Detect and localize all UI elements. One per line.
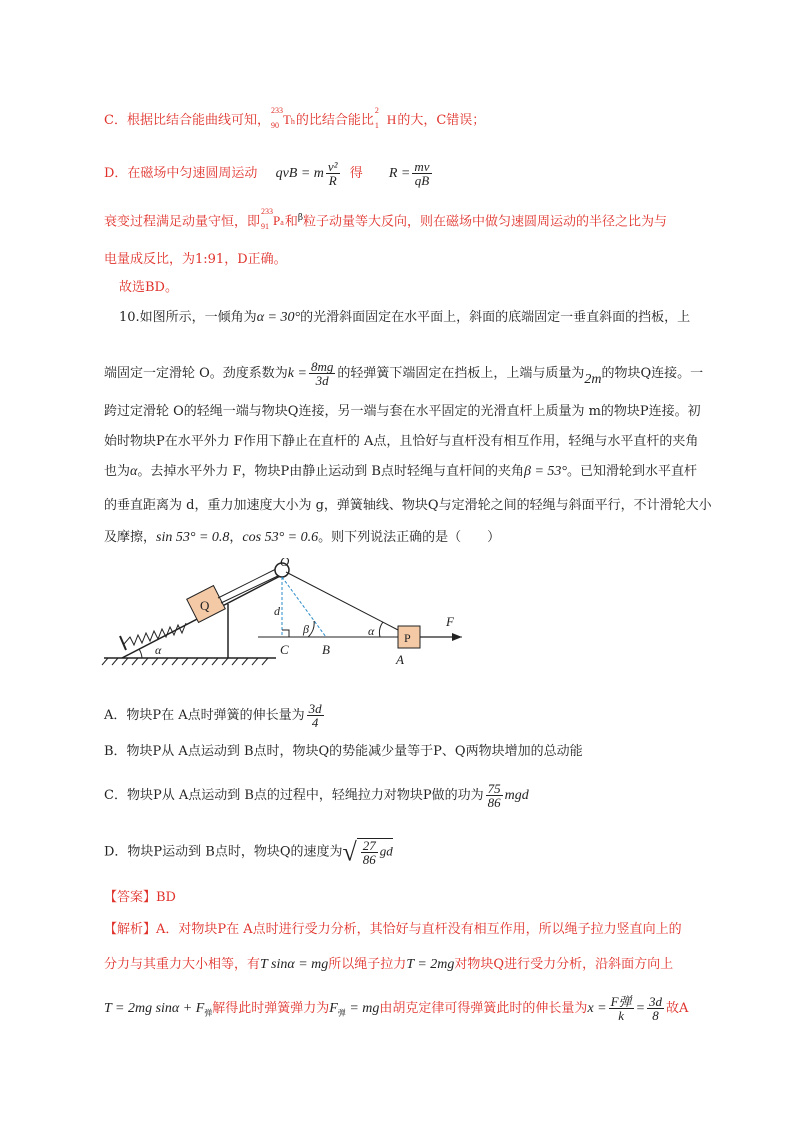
option-d-tail: gd: [379, 843, 393, 859]
equation-lhs: x =: [587, 1001, 607, 1016]
equation-subscript: 弹: [337, 1008, 346, 1018]
analysis-line-3: [104, 995, 688, 1024]
physics-diagram: [100, 558, 480, 668]
fraction-denominator: 86: [362, 852, 376, 867]
equation-lhs: qvB = m: [275, 166, 324, 181]
solution-c-text: C．根据比结合能曲线可知，: [104, 113, 270, 128]
label-c: C: [280, 642, 289, 657]
nuclide-charge: 1: [374, 121, 379, 130]
q10-line-6: 的垂直距离为 d，重力加速度大小为 g，弹簧轴线、物块Q与定滑轮之间的轻绳与斜面平行，不计滑轮大小: [104, 498, 712, 513]
option-b: B．物块P从 A点运动到 B点时，物块Q的势能减少量等于P、Q两物块增加的总动能: [104, 744, 583, 759]
label-b: B: [322, 642, 330, 657]
equation-lorentz: [275, 159, 342, 188]
fraction-numerator: mv: [414, 159, 430, 174]
beta-symbol: β: [297, 213, 304, 223]
label-beta: β: [303, 622, 309, 636]
equation-force-balance: T = 2mg sinα + F: [104, 1001, 205, 1016]
q10-text: 的物块Q连接。一: [601, 366, 704, 381]
equation-t: T = 2mg: [406, 957, 455, 972]
fraction-denominator: k: [618, 1008, 624, 1023]
fraction-denominator: qB: [414, 173, 430, 188]
fraction: [486, 782, 503, 809]
nuclide-mass: 2: [374, 106, 379, 115]
label-alpha: α: [368, 624, 375, 638]
solution-d-text: 粒子动量等大反向，则在磁场中做匀速圆周运动的半径之比为与: [303, 214, 668, 230]
fraction-numerator: 8mg: [310, 359, 334, 374]
solution-d-text: 和: [284, 214, 298, 230]
nuclide-symbol: T: [282, 112, 291, 127]
q10-mass: 2m: [584, 372, 602, 387]
nuclide-symbol-tail: a: [280, 218, 284, 228]
analysis-text: 由胡克定律可得弹簧此时的伸长量为: [379, 1001, 588, 1016]
equals-sign: =: [635, 1001, 646, 1016]
q10-text: 及摩擦，: [104, 530, 157, 545]
fraction-numerator: F弹: [610, 994, 632, 1009]
analysis-text: A．对物块P在 A点时进行受力分析，其恰好与直杆没有相互作用，所以绳子拉力竖直向上的: [156, 922, 682, 937]
option-d-text: D．物块P运动到 B点时，物块Q的速度为: [104, 844, 343, 860]
analysis-text: 分力与其重力大小相等，有: [104, 957, 261, 972]
fraction-numerator: v²: [327, 159, 338, 174]
q10-line-4: 始时物块P在水平外力 F作用下静止在直杆的 A点，且恰好与直杆没有相互作用，轻绳与水平直杆的夹角: [104, 434, 699, 449]
q10-text: 的轻弹簧下端固定在挡板上，上端与质量为: [337, 366, 585, 381]
equation-subscript: 弹: [204, 1008, 213, 1018]
label-q: Q: [200, 598, 210, 613]
nuclide-symbol: P: [273, 213, 281, 229]
solution-d-text: 得: [349, 166, 363, 181]
fraction-numerator: 3d: [308, 701, 322, 716]
radicand: [357, 838, 393, 866]
q10-beta-eq: β = 53°: [523, 464, 567, 479]
solution-d-conclusion: 电量成反比，为1:91，D正确。: [104, 252, 287, 267]
nuclide-mass: 233: [261, 207, 274, 217]
analysis-text: 所以绳子拉力: [328, 957, 407, 972]
label-d: d: [274, 604, 280, 618]
nuclide-charge: 91: [261, 222, 270, 232]
equation-lhs: R =: [388, 166, 411, 181]
ground-hatching: [102, 658, 268, 665]
root-sign: √: [342, 837, 357, 867]
fraction-denominator: 3d: [315, 373, 329, 388]
q10-line-1: [119, 308, 690, 328]
fraction: [361, 839, 378, 866]
q10-text: 的光滑斜面固定在水平面上，斜面的底端固定一垂直斜面的挡板，上: [300, 310, 691, 325]
q10-text: 。则下列说法正确的是（ ）: [318, 530, 501, 545]
solution-c-text: 的大，C错误；: [397, 113, 486, 128]
label-p: P: [404, 631, 411, 645]
q10-line-7: [104, 528, 500, 548]
solution-d-momentum-line: [104, 208, 667, 233]
equation-spring-force: F: [329, 1001, 338, 1016]
q10-line-5: [104, 462, 697, 482]
nuclide-h: [374, 106, 397, 130]
q10-line-2: [104, 360, 703, 387]
solution-d-text: D．在磁场中匀速圆周运动: [104, 166, 258, 181]
rope-q-inner: [221, 574, 282, 603]
q10-line-3: 跨过定滑轮 O的轻绳一端与物块Q连接，另一端与套在水平固定的光滑直杆上质量为 m的物块P连接。初: [104, 404, 701, 419]
fraction: [609, 995, 634, 1022]
label-a: A: [396, 652, 404, 667]
equation-t-sin: T sinα = mg: [260, 957, 329, 972]
analysis-text: 对物块Q进行受力分析，沿斜面方向上: [454, 957, 674, 972]
option-c-tail: mgd: [504, 788, 529, 803]
q10-text: 。已知滑轮到水平直杆: [567, 464, 698, 479]
analysis-line-2: [104, 955, 673, 975]
fraction-denominator: 86: [487, 795, 501, 810]
conclusion: 故选BD。: [119, 280, 178, 295]
fraction-numerator: 75: [487, 781, 501, 796]
q10-cos-value: cos 53° = 0.6: [242, 530, 319, 545]
nuclide-symbol-tail: h: [290, 117, 295, 126]
q10-text: 。去掉水平外力 F，物块P由静止运动到 B点时轻绳与直杆间的夹角: [137, 464, 524, 479]
fraction: [412, 160, 431, 187]
square-root: [343, 838, 393, 866]
force-arrowhead: [452, 633, 462, 641]
label-f: F: [446, 614, 454, 629]
option-a: [104, 702, 326, 729]
fraction-numerator: 27: [362, 838, 376, 853]
equation-extension: [587, 994, 666, 1023]
q10-k-lhs: k =: [287, 366, 307, 381]
nuclide-mass: 233: [270, 106, 283, 115]
q10-text: ，: [229, 530, 243, 545]
q10-text: 10.如图所示，一倾角为: [119, 310, 257, 325]
option-c: [104, 782, 529, 809]
incline-alpha-arc: [139, 649, 142, 658]
analysis-line-1: [104, 920, 682, 940]
q10-text: 端固定一定滑轮 O。劲度系数为: [104, 366, 288, 381]
analysis-tag: 【解析】: [104, 922, 157, 937]
fraction-denominator: R: [328, 173, 337, 188]
fraction: [647, 995, 664, 1022]
nuclide-pa: [261, 207, 284, 233]
right-angle-marker: [282, 630, 289, 637]
option-a-text: A．物块P在 A点时弹簧的伸长量为: [104, 708, 305, 723]
option-c-text: C．物块P从 A点运动到 B点的过程中，轻绳拉力对物块P做的功为: [104, 788, 484, 803]
q10-alpha-eq: α = 30°: [256, 310, 301, 325]
equation-spring-force-value: = mg: [345, 1001, 380, 1016]
analysis-text: 解得此时弹簧弹力为: [212, 1001, 330, 1016]
alpha-arc: [379, 622, 383, 637]
q10-sin-value: sin 53° = 0.8: [156, 530, 230, 545]
nuclide-symbol: H: [386, 112, 397, 127]
nuclide-th: [270, 106, 295, 132]
solution-d-text: 衰变过程满足动量守恒，即: [104, 214, 261, 230]
solution-d-line: [104, 160, 434, 187]
fraction: [309, 360, 335, 387]
option-d: [104, 838, 393, 866]
fraction-numerator: 3d: [649, 994, 663, 1009]
equation-radius: [388, 159, 434, 188]
answer: 【答案】BD: [104, 890, 176, 905]
fraction-denominator: 8: [652, 1008, 659, 1023]
fraction: [326, 160, 340, 187]
label-o: O: [280, 558, 290, 569]
label-incline-alpha: α: [155, 643, 162, 657]
analysis-text: 故A: [666, 1001, 689, 1016]
nuclide-charge: 90: [270, 121, 279, 130]
solution-c-line: [104, 106, 486, 132]
solution-c-text: 的比结合能比: [295, 113, 374, 128]
q10-text: 也为: [104, 464, 131, 479]
fraction-denominator: 4: [311, 715, 319, 730]
q10-alpha: α: [130, 464, 138, 479]
fraction: [307, 702, 324, 729]
